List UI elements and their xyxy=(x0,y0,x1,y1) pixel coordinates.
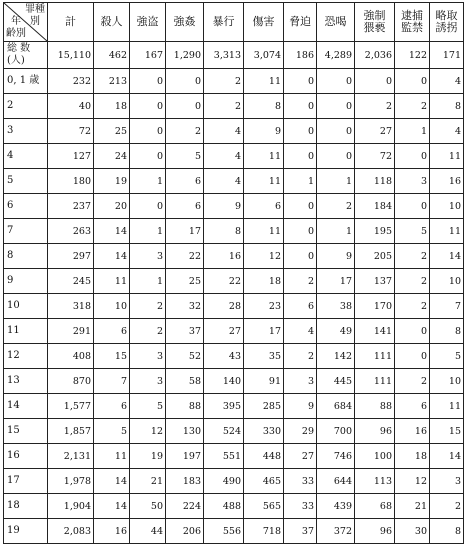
value-cell: 11 xyxy=(94,269,130,294)
value-cell: 58 xyxy=(166,369,204,394)
value-cell: 10 xyxy=(430,194,464,219)
value-cell: 8 xyxy=(244,94,284,119)
table-row xyxy=(4,294,464,319)
value-cell: 1 xyxy=(395,119,430,144)
value-cell: 0 xyxy=(317,144,355,169)
value-cell: 14 xyxy=(430,244,464,269)
value-cell: 170 xyxy=(355,294,395,319)
value-cell: 19 xyxy=(94,169,130,194)
value-cell: 28 xyxy=(204,294,244,319)
age-group-cell: 16 xyxy=(4,444,48,469)
value-cell: 565 xyxy=(244,494,284,519)
value-cell: 0 xyxy=(395,69,430,94)
column-header-label: 脅迫 xyxy=(289,15,311,28)
value-cell: 524 xyxy=(204,419,244,444)
value-cell: 9 xyxy=(284,394,317,419)
value-cell: 8 xyxy=(430,319,464,344)
value-cell: 318 xyxy=(48,294,94,319)
age-group-cell: 8 xyxy=(4,244,48,269)
table-body xyxy=(4,42,464,544)
value-cell: 1,904 xyxy=(48,494,94,519)
value-cell: 2 xyxy=(204,69,244,94)
value-cell: 30 xyxy=(395,519,430,544)
value-cell: 5 xyxy=(166,144,204,169)
corner-header-age-group: 年 齢別 xyxy=(6,16,26,39)
value-cell: 1 xyxy=(317,219,355,244)
column-header-label: 強制 猥褻 xyxy=(363,9,386,34)
value-cell: 35 xyxy=(244,344,284,369)
value-cell: 9 xyxy=(244,119,284,144)
value-cell: 37 xyxy=(166,319,204,344)
value-cell: 184 xyxy=(355,194,395,219)
value-cell: 11 xyxy=(244,144,284,169)
value-cell: 186 xyxy=(284,42,317,69)
value-cell: 40 xyxy=(48,94,94,119)
value-cell: 408 xyxy=(48,344,94,369)
value-cell: 20 xyxy=(94,194,130,219)
age-group-cell: 19 xyxy=(4,519,48,544)
age-group-cell: 3 xyxy=(4,119,48,144)
value-cell: 551 xyxy=(204,444,244,469)
value-cell: 14 xyxy=(94,469,130,494)
value-cell: 10 xyxy=(430,269,464,294)
value-cell: 684 xyxy=(317,394,355,419)
value-cell: 448 xyxy=(244,444,284,469)
value-cell: 3,074 xyxy=(244,42,284,69)
value-cell: 0 xyxy=(395,194,430,219)
table-row xyxy=(4,444,464,469)
value-cell: 27 xyxy=(355,119,395,144)
value-cell: 3,313 xyxy=(204,42,244,69)
value-cell: 21 xyxy=(395,494,430,519)
value-cell: 2 xyxy=(204,94,244,119)
value-cell: 44 xyxy=(130,519,166,544)
value-cell: 68 xyxy=(355,494,395,519)
value-cell: 17 xyxy=(166,219,204,244)
value-cell: 72 xyxy=(355,144,395,169)
value-cell: 556 xyxy=(204,519,244,544)
value-cell: 2 xyxy=(430,494,464,519)
value-cell: 224 xyxy=(166,494,204,519)
value-cell: 14 xyxy=(430,444,464,469)
value-cell: 14 xyxy=(94,219,130,244)
age-group-cell: 2 xyxy=(4,94,48,119)
table-row xyxy=(4,119,464,144)
value-cell: 118 xyxy=(355,169,395,194)
column-header xyxy=(430,3,464,42)
value-cell: 18 xyxy=(395,444,430,469)
value-cell: 5 xyxy=(94,419,130,444)
value-cell: 2,036 xyxy=(355,42,395,69)
value-cell: 2 xyxy=(284,344,317,369)
value-cell: 4 xyxy=(204,119,244,144)
age-group-cell: 11 xyxy=(4,319,48,344)
value-cell: 167 xyxy=(130,42,166,69)
value-cell: 183 xyxy=(166,469,204,494)
value-cell: 465 xyxy=(244,469,284,494)
column-header-label: 略取 誘拐 xyxy=(435,9,458,34)
value-cell: 12 xyxy=(395,469,430,494)
table-row xyxy=(4,244,464,269)
value-cell: 88 xyxy=(355,394,395,419)
value-cell: 232 xyxy=(48,69,94,94)
column-header-label: 計 xyxy=(65,15,76,28)
value-cell: 27 xyxy=(284,444,317,469)
value-cell: 5 xyxy=(395,219,430,244)
value-cell: 462 xyxy=(94,42,130,69)
value-cell: 142 xyxy=(317,344,355,369)
value-cell: 5 xyxy=(430,344,464,369)
value-cell: 16 xyxy=(204,244,244,269)
value-cell: 2 xyxy=(130,319,166,344)
value-cell: 1 xyxy=(284,169,317,194)
value-cell: 15 xyxy=(94,344,130,369)
value-cell: 24 xyxy=(94,144,130,169)
value-cell: 17 xyxy=(317,269,355,294)
age-group-cell: 10 xyxy=(4,294,48,319)
value-cell: 700 xyxy=(317,419,355,444)
value-cell: 122 xyxy=(395,42,430,69)
age-group-cell: 18 xyxy=(4,494,48,519)
value-cell: 0 xyxy=(284,144,317,169)
value-cell: 6 xyxy=(166,194,204,219)
value-cell: 6 xyxy=(284,294,317,319)
value-cell: 4 xyxy=(204,169,244,194)
value-cell: 0 xyxy=(130,144,166,169)
value-cell: 22 xyxy=(204,269,244,294)
value-cell: 0 xyxy=(284,69,317,94)
age-group-cell: 7 xyxy=(4,219,48,244)
value-cell: 263 xyxy=(48,219,94,244)
value-cell: 14 xyxy=(94,244,130,269)
value-cell: 2 xyxy=(130,294,166,319)
value-cell: 18 xyxy=(94,94,130,119)
value-cell: 171 xyxy=(430,42,464,69)
value-cell: 4,289 xyxy=(317,42,355,69)
value-cell: 33 xyxy=(284,494,317,519)
table-row xyxy=(4,344,464,369)
value-cell: 12 xyxy=(244,244,284,269)
value-cell: 21 xyxy=(130,469,166,494)
value-cell: 2,083 xyxy=(48,519,94,544)
table-row xyxy=(4,519,464,544)
value-cell: 11 xyxy=(94,444,130,469)
value-cell: 11 xyxy=(430,394,464,419)
value-cell: 11 xyxy=(430,219,464,244)
value-cell: 15,110 xyxy=(48,42,94,69)
table-container xyxy=(3,2,461,544)
value-cell: 0 xyxy=(395,144,430,169)
table-row xyxy=(4,69,464,94)
value-cell: 3 xyxy=(284,369,317,394)
value-cell: 6 xyxy=(94,319,130,344)
value-cell: 100 xyxy=(355,444,395,469)
value-cell: 4 xyxy=(430,69,464,94)
value-cell: 16 xyxy=(430,169,464,194)
value-cell: 14 xyxy=(94,494,130,519)
value-cell: 16 xyxy=(94,519,130,544)
value-cell: 0 xyxy=(284,194,317,219)
value-cell: 18 xyxy=(244,269,284,294)
value-cell: 137 xyxy=(355,269,395,294)
header-row xyxy=(4,3,464,42)
value-cell: 0 xyxy=(317,94,355,119)
value-cell: 1,978 xyxy=(48,469,94,494)
column-header-label: 傷害 xyxy=(252,15,275,28)
column-header xyxy=(48,3,94,42)
value-cell: 746 xyxy=(317,444,355,469)
value-cell: 11 xyxy=(244,69,284,94)
value-cell: 870 xyxy=(48,369,94,394)
corner-header-cell xyxy=(4,3,48,42)
value-cell: 7 xyxy=(430,294,464,319)
value-cell: 0 xyxy=(130,69,166,94)
value-cell: 718 xyxy=(244,519,284,544)
value-cell: 9 xyxy=(204,194,244,219)
value-cell: 0 xyxy=(284,219,317,244)
value-cell: 11 xyxy=(430,144,464,169)
column-header-label: 強盗 xyxy=(136,15,159,28)
value-cell: 127 xyxy=(48,144,94,169)
value-cell: 0 xyxy=(166,94,204,119)
value-cell: 37 xyxy=(284,519,317,544)
value-cell: 205 xyxy=(355,244,395,269)
value-cell: 17 xyxy=(244,319,284,344)
value-cell: 206 xyxy=(166,519,204,544)
value-cell: 180 xyxy=(48,169,94,194)
value-cell: 141 xyxy=(355,319,395,344)
value-cell: 8 xyxy=(204,219,244,244)
value-cell: 1 xyxy=(130,269,166,294)
value-cell: 195 xyxy=(355,219,395,244)
table-row xyxy=(4,369,464,394)
age-group-cell: 12 xyxy=(4,344,48,369)
value-cell: 72 xyxy=(48,119,94,144)
total-row xyxy=(4,42,464,69)
value-cell: 237 xyxy=(48,194,94,219)
age-group-cell: 15 xyxy=(4,419,48,444)
value-cell: 6 xyxy=(244,194,284,219)
value-cell: 2 xyxy=(355,94,395,119)
value-cell: 140 xyxy=(204,369,244,394)
value-cell: 8 xyxy=(430,519,464,544)
value-cell: 0 xyxy=(395,344,430,369)
column-header xyxy=(355,3,395,42)
table-row xyxy=(4,194,464,219)
value-cell: 25 xyxy=(166,269,204,294)
value-cell: 2 xyxy=(395,94,430,119)
age-group-cell: 17 xyxy=(4,469,48,494)
value-cell: 111 xyxy=(355,344,395,369)
column-header-label: 殺人 xyxy=(100,15,123,28)
table-row xyxy=(4,144,464,169)
column-header xyxy=(244,3,284,42)
value-cell: 0 xyxy=(317,69,355,94)
column-header-label: 強姦 xyxy=(173,15,196,28)
corner-header-crime-type: 罪種 別 xyxy=(25,4,45,27)
value-cell: 372 xyxy=(317,519,355,544)
age-group-cell: 9 xyxy=(4,269,48,294)
value-cell: 0 xyxy=(130,119,166,144)
age-group-cell: 5 xyxy=(4,169,48,194)
value-cell: 490 xyxy=(204,469,244,494)
value-cell: 5 xyxy=(130,394,166,419)
value-cell: 29 xyxy=(284,419,317,444)
value-cell: 4 xyxy=(284,319,317,344)
value-cell: 49 xyxy=(317,319,355,344)
value-cell: 111 xyxy=(355,369,395,394)
value-cell: 96 xyxy=(355,519,395,544)
value-cell: 3 xyxy=(430,469,464,494)
value-cell: 10 xyxy=(430,369,464,394)
value-cell: 11 xyxy=(244,219,284,244)
table-row xyxy=(4,269,464,294)
value-cell: 88 xyxy=(166,394,204,419)
value-cell: 11 xyxy=(244,169,284,194)
value-cell: 6 xyxy=(395,394,430,419)
value-cell: 297 xyxy=(48,244,94,269)
value-cell: 285 xyxy=(244,394,284,419)
age-group-cell: 4 xyxy=(4,144,48,169)
value-cell: 0 xyxy=(355,69,395,94)
value-cell: 25 xyxy=(94,119,130,144)
column-header xyxy=(395,3,430,42)
value-cell: 330 xyxy=(244,419,284,444)
value-cell: 439 xyxy=(317,494,355,519)
table-row xyxy=(4,469,464,494)
value-cell: 0 xyxy=(166,69,204,94)
value-cell: 0 xyxy=(284,244,317,269)
value-cell: 2 xyxy=(284,269,317,294)
value-cell: 15 xyxy=(430,419,464,444)
value-cell: 27 xyxy=(204,319,244,344)
value-cell: 644 xyxy=(317,469,355,494)
value-cell: 22 xyxy=(166,244,204,269)
value-cell: 2 xyxy=(395,369,430,394)
age-group-cell: 総 数 (人) xyxy=(4,42,48,69)
value-cell: 50 xyxy=(130,494,166,519)
value-cell: 130 xyxy=(166,419,204,444)
value-cell: 4 xyxy=(430,119,464,144)
value-cell: 2,131 xyxy=(48,444,94,469)
value-cell: 113 xyxy=(355,469,395,494)
column-header xyxy=(166,3,204,42)
value-cell: 2 xyxy=(395,269,430,294)
column-header xyxy=(284,3,317,42)
value-cell: 43 xyxy=(204,344,244,369)
value-cell: 6 xyxy=(166,169,204,194)
age-group-cell: 0, 1 歳 xyxy=(4,69,48,94)
value-cell: 91 xyxy=(244,369,284,394)
value-cell: 9 xyxy=(317,244,355,269)
column-header-label: 逮捕 監禁 xyxy=(401,9,423,34)
value-cell: 3 xyxy=(395,169,430,194)
value-cell: 0 xyxy=(395,319,430,344)
column-header xyxy=(204,3,244,42)
value-cell: 245 xyxy=(48,269,94,294)
value-cell: 291 xyxy=(48,319,94,344)
column-header xyxy=(94,3,130,42)
value-cell: 33 xyxy=(284,469,317,494)
value-cell: 4 xyxy=(204,144,244,169)
value-cell: 10 xyxy=(94,294,130,319)
value-cell: 1 xyxy=(130,169,166,194)
value-cell: 1,577 xyxy=(48,394,94,419)
age-group-cell: 13 xyxy=(4,369,48,394)
table-row xyxy=(4,394,464,419)
column-header-label: 暴行 xyxy=(212,15,235,28)
value-cell: 38 xyxy=(317,294,355,319)
value-cell: 32 xyxy=(166,294,204,319)
value-cell: 0 xyxy=(317,119,355,144)
value-cell: 2 xyxy=(395,244,430,269)
table-row xyxy=(4,94,464,119)
value-cell: 52 xyxy=(166,344,204,369)
column-header xyxy=(317,3,355,42)
value-cell: 7 xyxy=(94,369,130,394)
value-cell: 0 xyxy=(284,94,317,119)
column-header xyxy=(130,3,166,42)
value-cell: 12 xyxy=(130,419,166,444)
value-cell: 19 xyxy=(130,444,166,469)
value-cell: 3 xyxy=(130,244,166,269)
value-cell: 395 xyxy=(204,394,244,419)
table-row xyxy=(4,169,464,194)
value-cell: 16 xyxy=(395,419,430,444)
value-cell: 2 xyxy=(395,294,430,319)
value-cell: 0 xyxy=(130,194,166,219)
victim-age-crime-table xyxy=(3,2,464,544)
value-cell: 2 xyxy=(166,119,204,144)
value-cell: 0 xyxy=(284,119,317,144)
age-group-cell: 14 xyxy=(4,394,48,419)
value-cell: 23 xyxy=(244,294,284,319)
column-header-label: 恐喝 xyxy=(324,15,347,28)
value-cell: 488 xyxy=(204,494,244,519)
table-row xyxy=(4,419,464,444)
value-cell: 8 xyxy=(430,94,464,119)
value-cell: 445 xyxy=(317,369,355,394)
value-cell: 0 xyxy=(130,94,166,119)
table-row xyxy=(4,219,464,244)
value-cell: 1 xyxy=(130,219,166,244)
table-row xyxy=(4,319,464,344)
age-group-cell: 6 xyxy=(4,194,48,219)
value-cell: 96 xyxy=(355,419,395,444)
value-cell: 213 xyxy=(94,69,130,94)
table-row xyxy=(4,494,464,519)
value-cell: 3 xyxy=(130,344,166,369)
value-cell: 1 xyxy=(317,169,355,194)
value-cell: 197 xyxy=(166,444,204,469)
value-cell: 1,857 xyxy=(48,419,94,444)
value-cell: 2 xyxy=(317,194,355,219)
value-cell: 3 xyxy=(130,369,166,394)
value-cell: 1,290 xyxy=(166,42,204,69)
value-cell: 6 xyxy=(94,394,130,419)
